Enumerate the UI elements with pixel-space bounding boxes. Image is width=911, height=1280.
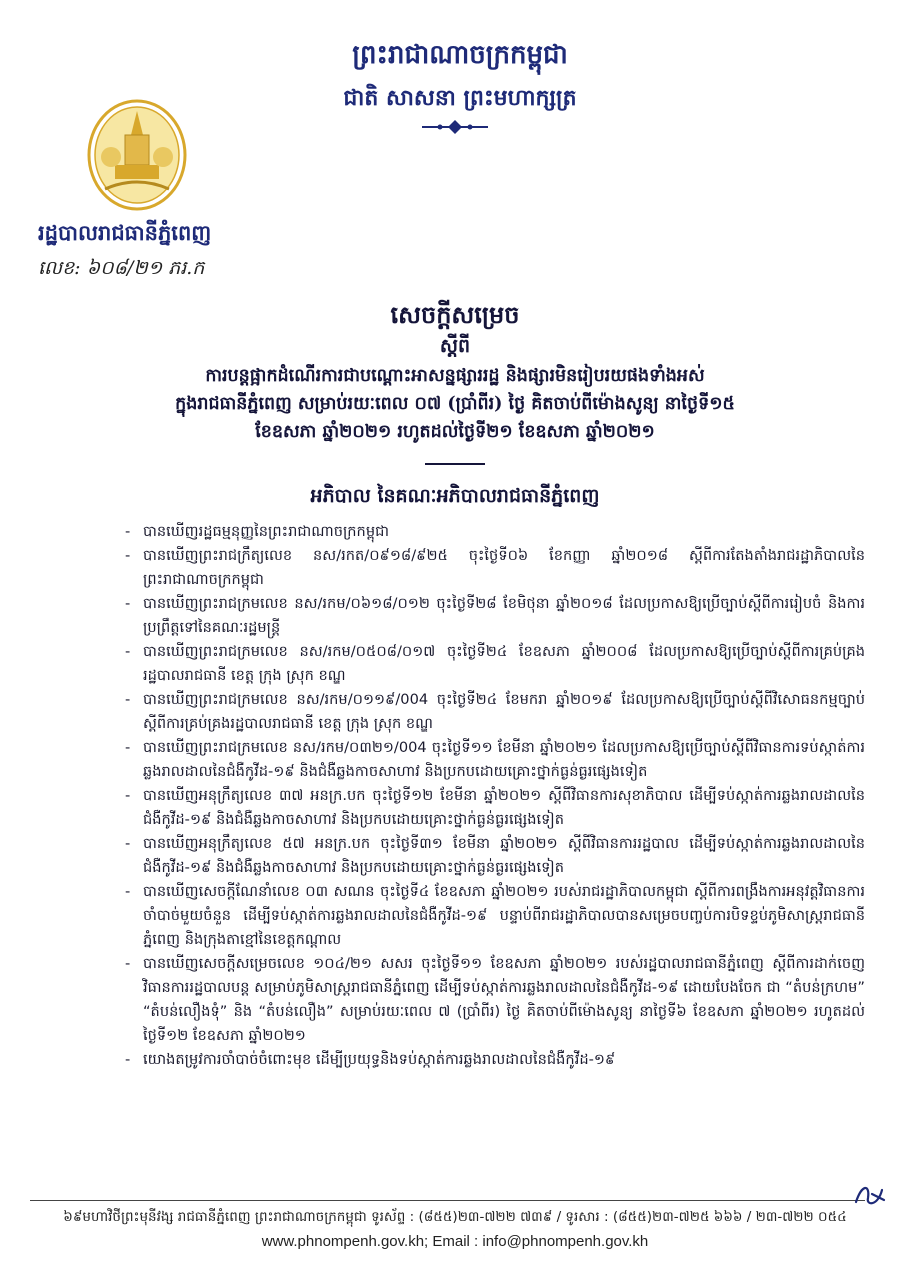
kingdom-heading: ព្រះរាជាណាចក្រកម្ពុជា: [352, 40, 568, 70]
document-about: ស្តីពី: [439, 335, 471, 357]
subject-line: ខែឧសភា ឆ្នាំ២០២១ រហូតដល់ថ្ងៃទី២១ ខែឧសភា ឆ្នាំ២០២១: [255, 422, 655, 442]
subject-line: ការបន្តផ្អាកដំណើរការជាបណ្តោះអាសន្នផ្សាររដ្ឋ និងផ្សារមិនរៀបរយផងទាំងអស់: [205, 366, 705, 386]
legal-basis-list: [125, 520, 865, 1072]
municipal-seal-icon: [85, 97, 189, 213]
reference-number: លេខ: ៦០៨/២១ ភរ.ក: [38, 257, 205, 279]
section-divider: [425, 463, 485, 465]
national-motto: ជាតិ សាសនា ព្រះមហាក្សត្រ: [343, 85, 577, 111]
list-item: - បានឃើញសេចក្តីណែនាំលេខ ០៣ សណន ចុះថ្ងៃទី៤ ខែឧសភា ឆ្នាំ២០២១ របស់រាជរដ្ឋាភិបាលកម្ពុជា ស្តីពីការពង្រឹងការអនុវត្តវិធានការចាំបាច់មួយចំនួន ដើម្បីទប់ស្កាត់ការឆ្លងរាលដាលនៃជំងឺកូវីដ-១៩ បន្ទាប់ពីរាជរដ្ឋាភិបាលបានសម្រេចបញ្ចប់ការបិទខ្ទប់ភូមិសាស្ត្ររាជធានីភ្នំពេញ និងក្រុងតាខ្មៅនៃខេត្តកណ្តាល: [125, 880, 865, 952]
governor-heading: អភិបាល នៃគណៈអភិបាលរាជធានីភ្នំពេញ: [310, 485, 600, 507]
footer-divider: [30, 1200, 865, 1201]
document-title: សេចក្តីសម្រេច: [390, 300, 520, 329]
subject-line: ក្នុងរាជធានីភ្នំពេញ សម្រាប់រយៈពេល ០៧ (ប្រាំពីរ) ថ្ងៃ គិតចាប់ពីម៉ោងសូន្យ នាថ្ងៃទី១៥: [175, 394, 735, 414]
issuing-authority: រដ្ឋបាលរាជធានីភ្នំពេញ: [38, 220, 212, 245]
footer-contact: www.phnompenh.gov.kh; Email : info@phnompenh.gov.kh: [261, 1233, 649, 1250]
list-item: - យោងតម្រូវការចាំបាច់ចំពោះមុខ ដើម្បីប្រយុទ្ធនិងទប់ស្កាត់ការឆ្លងរាលដាលនៃជំងឺកូវីដ-១៩: [125, 1048, 865, 1072]
list-item: - បានឃើញសេចក្តីសម្រេចលេខ ១០៤/២១ សសរ ចុះថ្ងៃទី១១ ខែឧសភា ឆ្នាំ២០២១ របស់រដ្ឋបាលរាជធានីភ្នំពេញ ស្តីពីការដាក់ចេញវិធានការរដ្ឋបាលបន្ត សម្រាប់ភូមិសាស្ត្ររាជធានីភ្នំពេញ ដើម្បីទប់ស្កាត់ការឆ្លងរាលដាលនៃជំងឺកូវីដ-១៩ ដោយបែងចែក ជា “តំបន់ក្រហម” “តំបន់លឿងទុំ” និង “តំបន់លឿង” សម្រាប់រយៈពេល ៧ (ប្រាំពីរ) ថ្ងៃ គិតចាប់ពីម៉ោងសូន្យ នាថ្ងៃទី៦ ខែឧសភា ឆ្នាំ២០២១ រហូតដល់ថ្ងៃទី១២ ខែឧសភា ឆ្នាំ២០២១: [125, 952, 865, 1048]
list-item: - បានឃើញព្រះរាជក្រមលេខ នស/រកម/០៥០៨/០១៧ ចុះថ្ងៃទី២៤ ខែឧសភា ឆ្នាំ២០០៨ ដែលប្រកាសឱ្យប្រើច្បាប់ស្តីពីការគ្រប់គ្រងរដ្ឋបាលរាជធានី ខេត្ត ក្រុង ស្រុក ខណ្ឌ: [125, 640, 865, 688]
list-item: - បានឃើញអនុក្រឹត្យលេខ ៥៧ អនក្រ.បក ចុះថ្ងៃទី៣១ ខែមីនា ឆ្នាំ២០២១ ស្តីពីវិធានការរដ្ឋបាល ដើម្បីទប់ស្កាត់ការឆ្លងរាលដាលនៃជំងឺកូវីដ-១៩ និងជំងឺឆ្លងកាចសាហាវ និងប្រកបដោយគ្រោះថ្នាក់ធ្ងន់ធ្ងរផ្សេងទៀត: [125, 832, 865, 880]
list-item: - បានឃើញអនុក្រឹត្យលេខ ៣៧ អនក្រ.បក ចុះថ្ងៃទី១២ ខែមីនា ឆ្នាំ២០២១ ស្តីពីវិធានការសុខាភិបាល ដើម្បីទប់ស្កាត់ការឆ្លងរាលដាលនៃជំងឺកូវីដ-១៩ និងជំងឺឆ្លងកាចសាហាវ និងប្រកបដោយគ្រោះថ្នាក់ធ្ងន់ធ្ងរផ្សេងទៀត: [125, 784, 865, 832]
list-item: - បានឃើញព្រះរាជក្រមលេខ នស/រកម/០១១៩/004 ចុះថ្ងៃទី២៤ ខែមករា ឆ្នាំ២០១៩ ដែលប្រកាសឱ្យប្រើច្បាប់ស្តីពីវិសោធនកម្មច្បាប់ស្តីពីការគ្រប់គ្រងរដ្ឋបាលរាជធានី ខេត្ត ក្រុង ស្រុក ខណ្ឌ: [125, 688, 865, 736]
footer-address: ៦៩មហាវិថីព្រះមុនីវង្ស រាជធានីភ្នំពេញ ព្រះរាជាណាចក្រកម្ពុជា ទូរស័ព្ទ : (៨៥៥)២៣-៧២២ ៧៣៩ / ទូរសារ : (៨៥៥)២៣-៧២៥ ៦៦៦ / ២៣-៧២២ ០៥៤: [63, 1209, 847, 1225]
list-item: - បានឃើញរដ្ឋធម្មនុញ្ញនៃព្រះរាជាណាចក្រកម្ពុជា: [125, 520, 865, 544]
list-item: - បានឃើញព្រះរាជក្រមលេខ នស/រកម/០៦១៨/០១២ ចុះថ្ងៃទី២៨ ខែមិថុនា ឆ្នាំ២០១៨ ដែលប្រកាសឱ្យប្រើច្បាប់ស្តីពីការរៀបចំ និងការប្រព្រឹត្តទៅនៃគណៈរដ្ឋមន្ត្រី: [125, 592, 865, 640]
list-item: - បានឃើញព្រះរាជក្រឹត្យលេខ នស/រកត/០៩១៨/៩២៥ ចុះថ្ងៃទី០៦ ខែកញ្ញា ឆ្នាំ២០១៨ ស្តីពីការតែងតាំងរាជរដ្ឋាភិបាលនៃព្រះរាជាណាចក្រកម្ពុជា: [125, 544, 865, 592]
initials-signature-icon: [852, 1180, 888, 1210]
document-subject: [55, 362, 855, 446]
ornament-divider-icon: [420, 118, 490, 136]
list-item: - បានឃើញព្រះរាជក្រមលេខ នស/រកម/០៣២១/004 ចុះថ្ងៃទី១១ ខែមីនា ឆ្នាំ២០២១ ដែលប្រកាសឱ្យប្រើច្បាប់ស្តីពីវិធានការទប់ស្កាត់ការឆ្លងរាលដាលនៃជំងឺកូវីដ-១៩ និងជំងឺឆ្លងកាចសាហាវ និងប្រកបដោយគ្រោះថ្នាក់ធ្ងន់ធ្ងរផ្សេងទៀត: [125, 736, 865, 784]
